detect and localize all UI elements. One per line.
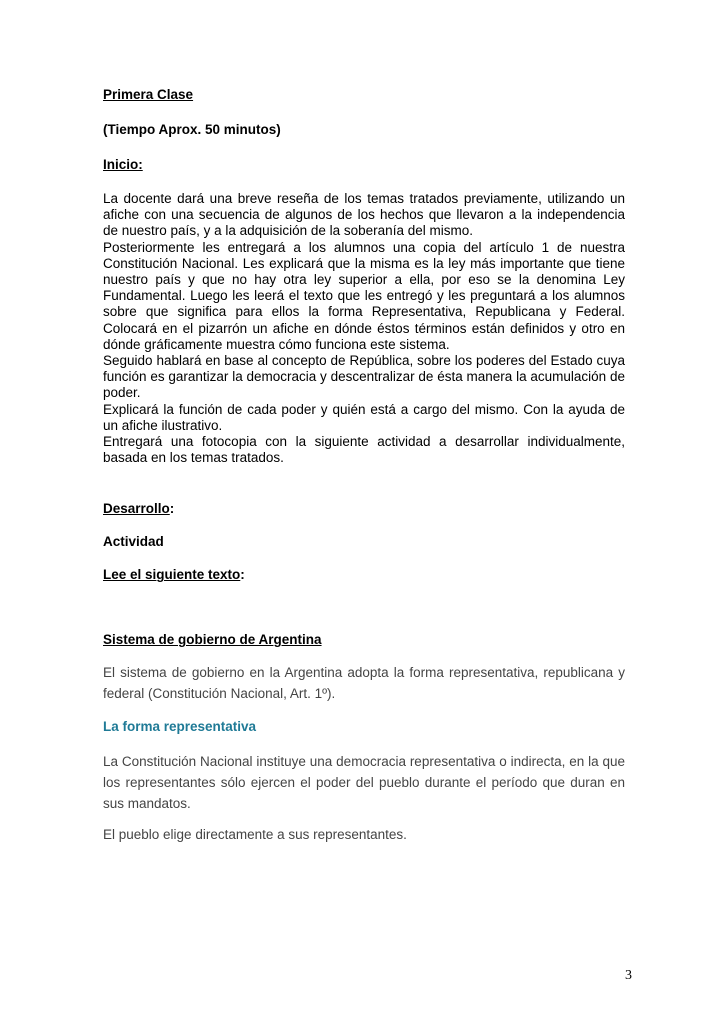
reading-title-text: Sistema de gobierno de Argentina: [103, 632, 322, 648]
reading-subheading: La forma representativa: [103, 719, 257, 735]
activity-heading-text: Actividad: [103, 534, 164, 550]
page-number: 3: [625, 968, 632, 983]
start-paragraph: Posteriormente les entregará a los alumnos una copia del artículo 1 de nuestra Constitución Nacional. Les explicará que la misma es la ley más importante que tiene nuestro país y que no hay otra ley superior a ella, por eso se la denomina Ley Fundamental. Luego les leerá el texto que les entregó y les preguntará a los alumnos sobre que significa para ellos la forma Representativa, Republicana y Federal. Colocará en el pizarrón un afiche en dónde éstos términos están definidos y otro en dónde gráficamente muestra cómo funciona este sistema.: [103, 239, 625, 352]
reading-title: [103, 631, 625, 648]
reading-section: [103, 662, 625, 845]
start-paragraph: La docente dará una breve reseña de los temas tratados previamente, utilizando un afiche con una secuencia de algunos de los hechos que llevaron a la independencia de nuestro país, y a la adquisición de la soberanía del mismo.: [103, 191, 625, 239]
development-heading: [103, 500, 625, 517]
time-estimate-text: (Tiempo Aprox. 50 minutos): [103, 122, 281, 137]
class-title: [103, 86, 625, 103]
start-heading: [103, 156, 625, 173]
read-heading-text: Lee el siguiente texto: [103, 567, 241, 583]
page-content: [103, 86, 625, 845]
activity-heading: [103, 533, 625, 550]
time-estimate: [103, 121, 625, 138]
read-heading: [103, 566, 625, 583]
reading-intro: El sistema de gobierno en la Argentina adopta la forma representativa, republicana y federal (Constitución Nacional, Art. 1º).: [103, 665, 625, 702]
start-paragraph: Entregará una fotocopia con la siguiente actividad a desarrollar individualmente, basada en los temas tratados.: [103, 434, 625, 466]
start-paragraph: Explicará la función de cada poder y quién está a cargo del mismo. Con la ayuda de un afiche ilustrativo.: [103, 401, 625, 433]
start-heading-text: Inicio:: [103, 157, 143, 172]
read-heading-colon: :: [240, 567, 245, 583]
reading-paragraph: El pueblo elige directamente a sus representantes.: [103, 827, 407, 843]
development-heading-text: Desarrollo: [103, 501, 170, 517]
start-section: [103, 191, 625, 466]
development-heading-colon: :: [169, 501, 175, 517]
class-title-text: Primera Clase: [103, 87, 194, 102]
start-paragraph: Seguido hablará en base al concepto de República, sobre los poderes del Estado cuya función es garantizar la democracia y descentralizar de ésta manera la acumulación de poder.: [103, 353, 625, 401]
reading-paragraph: La Constitución Nacional instituye una democracia representativa o indirecta, en la que los representantes sólo ejercen el poder del pueblo durante el período que duran en sus mandatos.: [103, 754, 625, 812]
